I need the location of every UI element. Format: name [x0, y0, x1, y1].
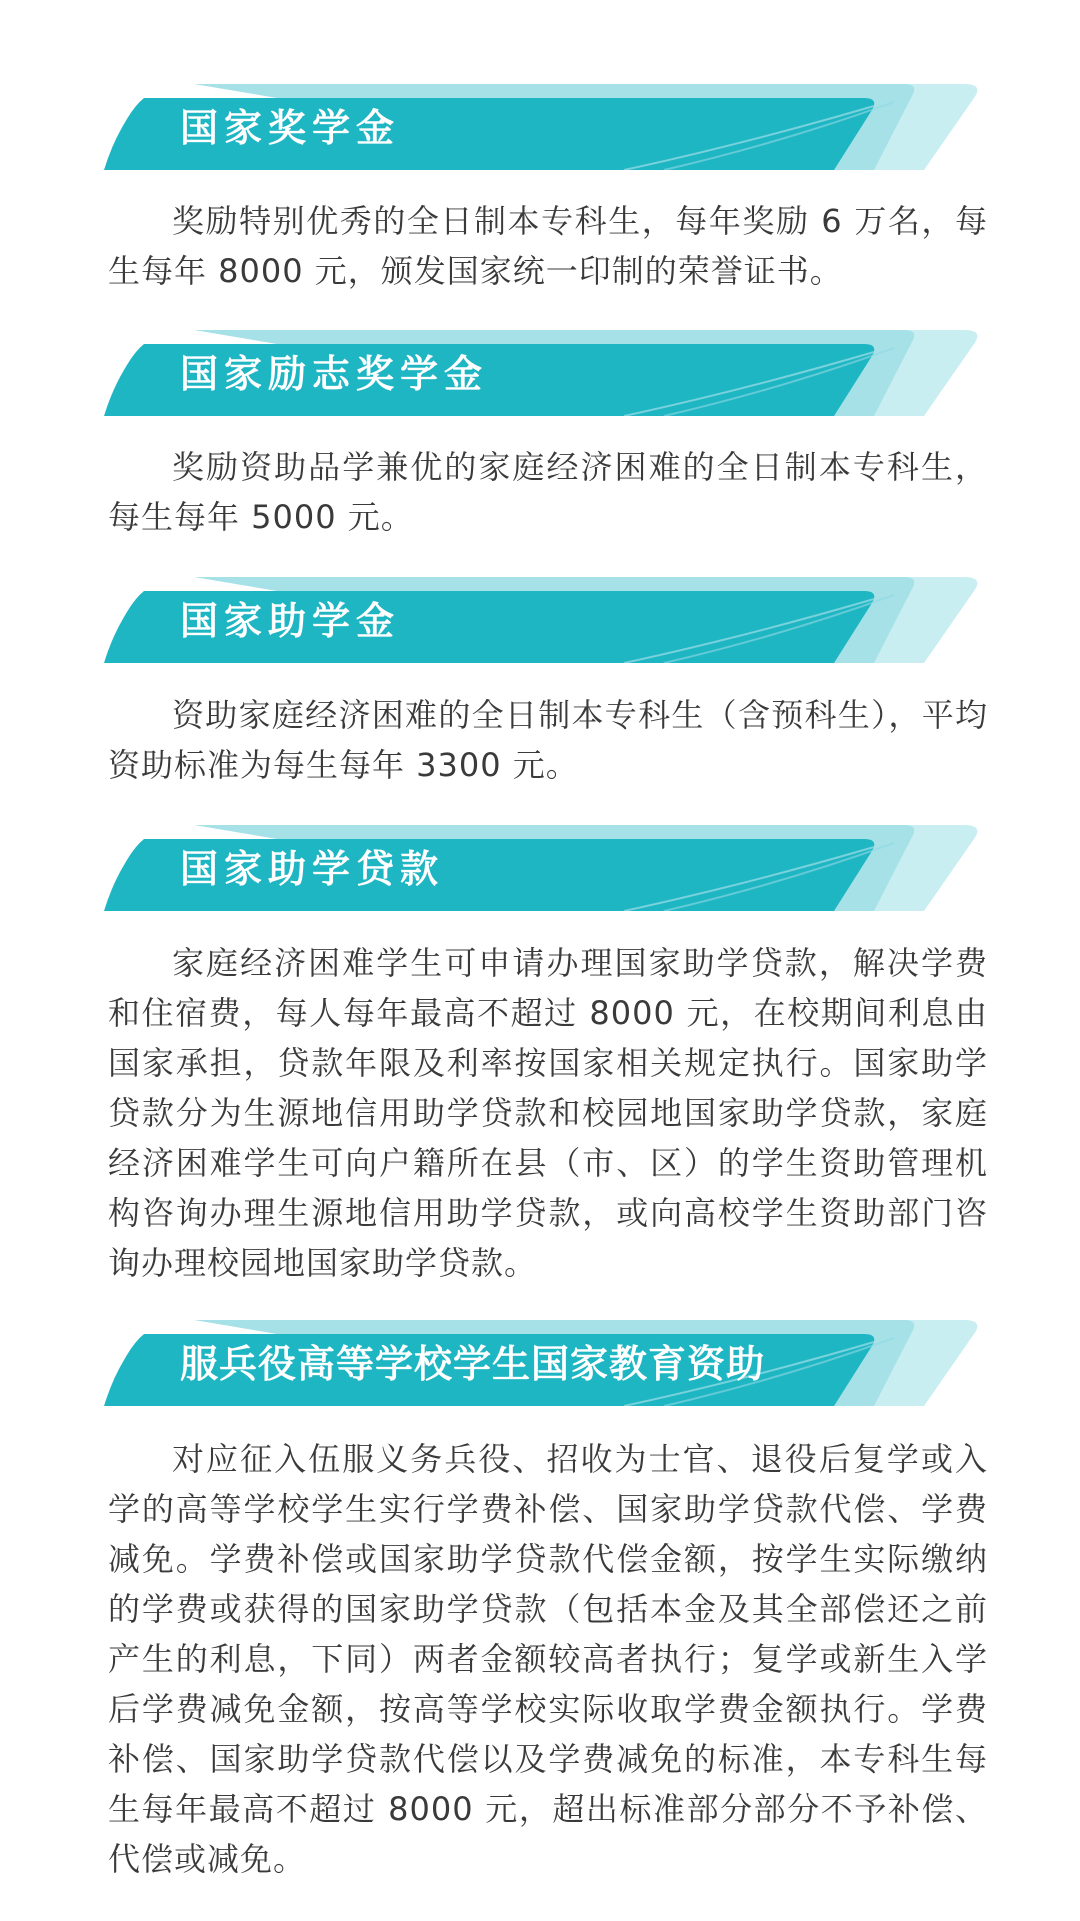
- section-banner: [104, 577, 984, 663]
- section-body: 资助家庭经济困难的全日制本专科生（含预科生），平均资助标准为每生每年 3300 元。: [108, 696, 988, 784]
- section-banner: [104, 330, 984, 416]
- section-title: 服兵役高等学校学生国家教育资助: [180, 1342, 766, 1386]
- section-body: 奖励资助品学兼优的家庭经济困难的全日制本专科生，每生每年 5000 元。: [108, 448, 988, 536]
- section-title: 国家励志奖学金: [180, 352, 489, 396]
- section-title: 国家奖学金: [180, 106, 401, 150]
- section-title: 国家助学金: [180, 599, 401, 643]
- section-banner: [104, 825, 984, 911]
- section-body: 家庭经济困难学生可申请办理国家助学贷款，解决学费和住宿费，每人每年最高不超过 8000 元，在校期间利息由国家承担，贷款年限及利率按国家相关规定执行。国家助学贷款分为生源地信用助学贷款和校园地国家助学贷款，家庭经济困难学生可向户籍所在县（市、区）的学生资助管理机构咨询办理生源地信用助学贷款，或向高校学生资助部门咨询办理校园地国家助学贷款。: [108, 944, 988, 1282]
- section-title: 国家助学贷款: [180, 847, 445, 891]
- section-banner: [104, 1320, 984, 1406]
- section-body: 奖励特别优秀的全日制本专科生，每年奖励 6 万名，每生每年 8000 元，颁发国家统一印制的荣誉证书。: [108, 202, 988, 290]
- section-banner: [104, 84, 984, 170]
- section-body: 对应征入伍服义务兵役、招收为士官、退役后复学或入学的高等学校学生实行学费补偿、国家助学贷款代偿、学费减免。学费补偿或国家助学贷款代偿金额，按学生实际缴纳的学费或获得的国家助学贷款（包括本金及其全部偿还之前产生的利息，下同）两者金额较高者执行；复学或新生入学后学费减免金额，按高等学校实际收取学费金额执行。学费补偿、国家助学贷款代偿以及学费减免的标准，本专科生每生每年最高不超过 8000 元，超出标准部分部分不予补偿、代偿或减免。: [108, 1440, 988, 1878]
